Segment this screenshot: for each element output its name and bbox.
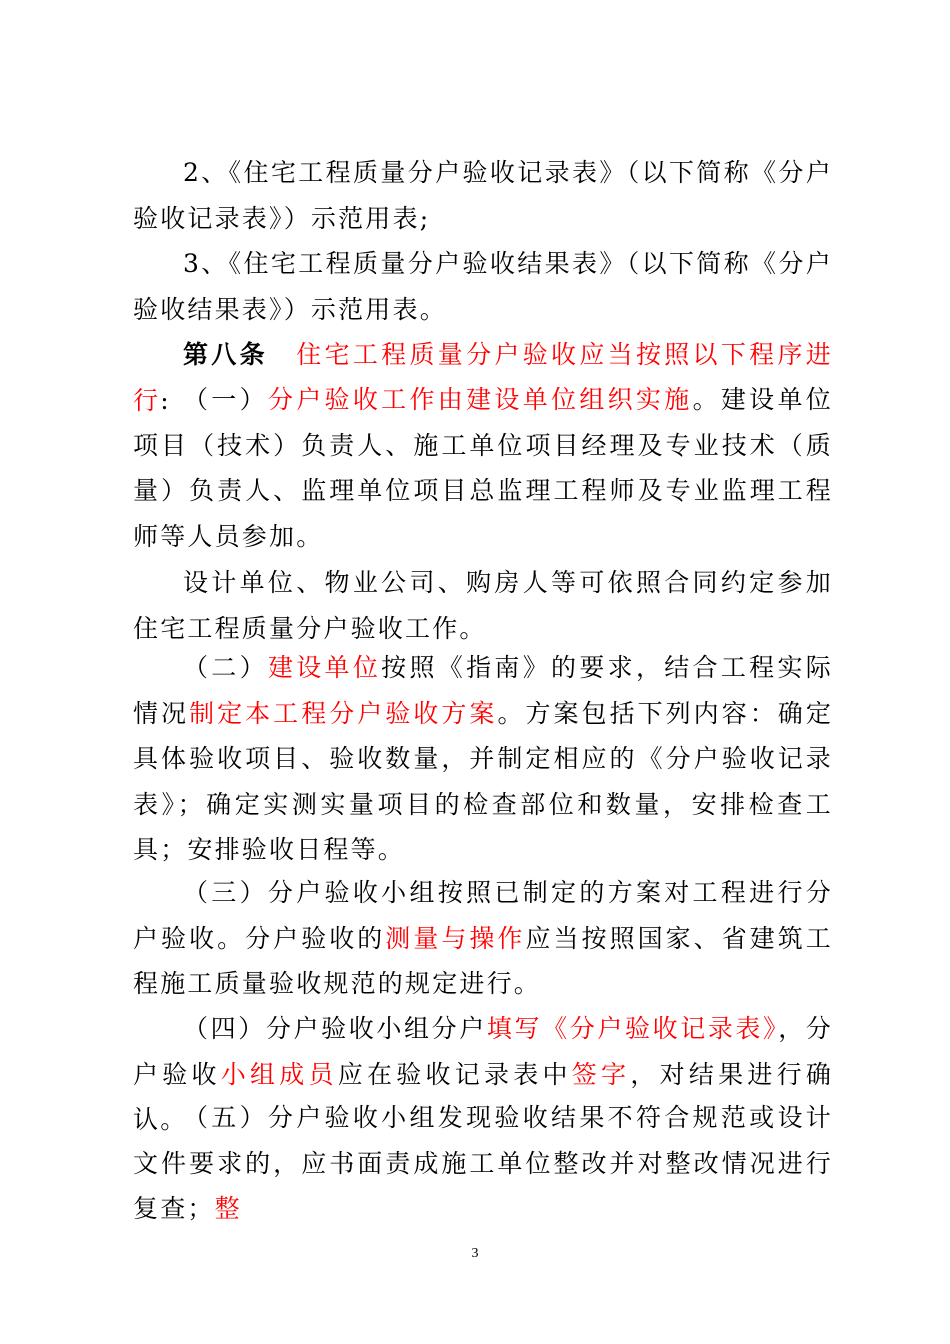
body-text: ，分户验收 xyxy=(133,1014,834,1089)
clause-5 xyxy=(133,1095,833,1232)
body-text: : xyxy=(160,385,171,415)
clause-3 xyxy=(133,870,833,1007)
clause-1-note xyxy=(133,560,833,651)
paragraph-item-3 xyxy=(133,241,833,332)
body-text: 3、《住宅工程质量分户验收结果表》（以下简称《分户验收结果表》）示范用表。 xyxy=(133,249,833,324)
highlighted-text: 填写《分户验收记录表》 xyxy=(486,1014,779,1043)
highlighted-text: 住宅工程质量分户验收应当按照以下程序进行 xyxy=(133,340,833,415)
clause-1 xyxy=(133,377,833,559)
highlighted-text: 建设单位 xyxy=(267,653,382,682)
highlighted-text: 整 xyxy=(214,1194,242,1223)
body-text: （二） xyxy=(183,653,268,682)
body-text: 设计单位、物业公司、购房人等可依照合同约定参加住宅工程质量分户验收工作。 xyxy=(133,568,833,643)
page-number: 3 xyxy=(471,1246,479,1261)
body-text: 应当按照国家、省建筑工程施工质量验收规范的规定进行。 xyxy=(133,923,833,998)
highlighted-text: 测量与操作 xyxy=(385,923,526,953)
body-text: 。方案包括下列内容：确定具体验收项目、验收数量，并制定相应的《分户验收记录表》；确定实测实量项目的检查部位和数量，安排检查工具；安排验收日程等。 xyxy=(133,698,834,864)
highlighted-text: 分户验收工作由建设单位组织实施 xyxy=(267,385,693,414)
body-text: ，对结果进行确认。 xyxy=(133,1059,834,1134)
paragraph-item-2 xyxy=(133,150,833,241)
clause-2 xyxy=(133,645,833,873)
body-text: 2、《住宅工程质量分户验收记录表》（以下简称《分户验收记录表》）示范用表; xyxy=(133,158,833,233)
body-text: 。建设单位项目（技术）负责人、施工单位项目经理及专业技术（质量）负责人、监理单位项目总监理工程师及专业监理工程师等人员参加。 xyxy=(133,385,833,551)
body-text: 应在验收记录表中 xyxy=(337,1059,572,1089)
body-text: （五）分户验收小组发现验收结果不符合规范或设计文件要求的，应书面责成施工单位整改并对整改情况进行复查； xyxy=(133,1103,833,1223)
highlighted-text: 签字 xyxy=(571,1059,631,1089)
body-text: 按照《指南》的要求，结合工程实际情况 xyxy=(133,653,833,728)
bold-heading-text: 第八条 xyxy=(183,340,268,369)
body-text: （四）分户验收小组分户 xyxy=(183,1014,487,1043)
body-text: （一） xyxy=(183,385,268,414)
body-text: （三）分户验收小组按照已制定的方案对工程进行分户验收。分户验收的 xyxy=(133,878,833,953)
highlighted-text: 小组成员 xyxy=(220,1059,338,1089)
highlighted-text: 制定本工程分户验收方案 xyxy=(189,698,498,728)
